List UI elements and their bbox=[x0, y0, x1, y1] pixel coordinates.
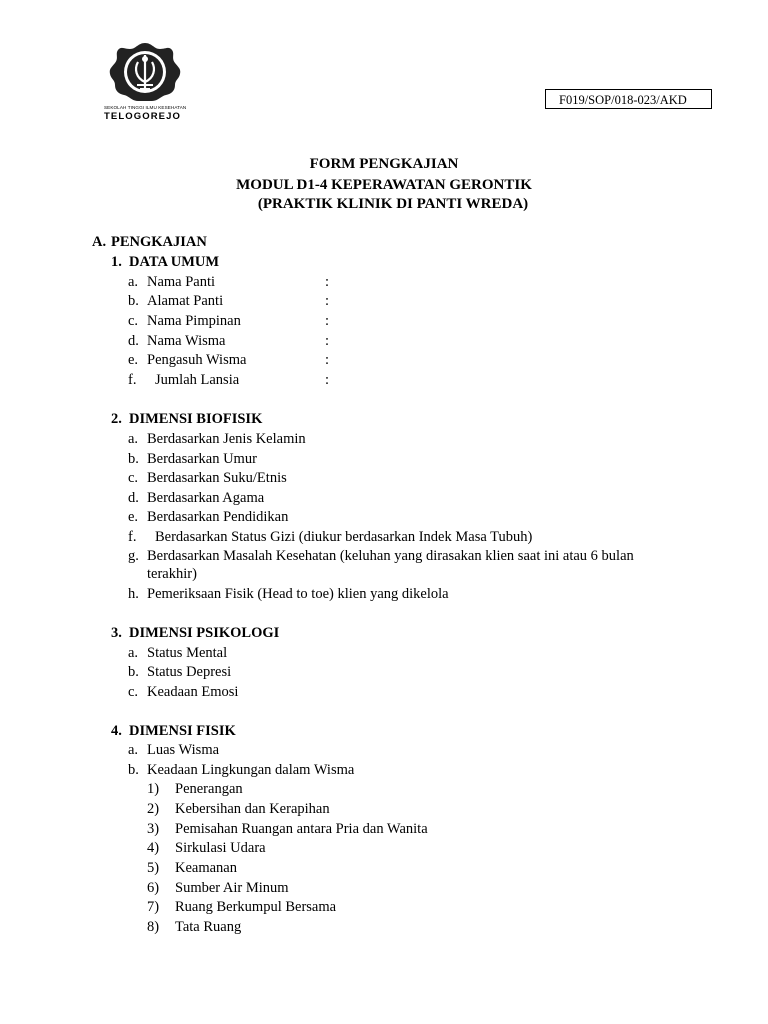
logo-name: TELOGOREJO bbox=[104, 111, 181, 122]
section-a-marker: A. bbox=[92, 234, 107, 250]
group-4-number: 4. bbox=[111, 723, 122, 739]
list-marker: a. bbox=[128, 645, 139, 661]
sublist-marker: 3) bbox=[147, 821, 160, 837]
field-label-nama-panti: Nama Panti bbox=[147, 274, 216, 290]
list-marker: g. bbox=[128, 548, 139, 564]
field-colon: : bbox=[325, 372, 330, 388]
institution-logo bbox=[104, 42, 186, 122]
group-1-title: DATA UMUM bbox=[129, 254, 220, 270]
list-item: Status Mental bbox=[147, 645, 228, 661]
field-label-jumlah-lansia: Jumlah Lansia bbox=[155, 372, 240, 388]
sublist-marker: 4) bbox=[147, 840, 160, 856]
list-marker: e. bbox=[128, 509, 139, 525]
sublist-item: Penerangan bbox=[175, 781, 243, 797]
sublist-item: Sirkulasi Udara bbox=[175, 840, 266, 856]
module-title: MODUL D1-4 KEPERAWATAN GERONTIK bbox=[236, 177, 532, 193]
list-item: Berdasarkan Status Gizi (diukur berdasarkan Indek Masa Tubuh) bbox=[155, 529, 533, 545]
field-colon: : bbox=[325, 352, 330, 368]
form-title: FORM PENGKAJIAN bbox=[309, 156, 459, 172]
list-item: Berdasarkan Umur bbox=[147, 451, 257, 467]
logo-subtitle: SEKOLAH TINGGI ILMU KESEHATAN bbox=[104, 105, 187, 110]
list-item: Luas Wisma bbox=[147, 742, 220, 758]
list-marker: h. bbox=[128, 586, 139, 602]
field-colon: : bbox=[325, 274, 330, 290]
sublist-marker: 5) bbox=[147, 860, 160, 876]
list-marker: a. bbox=[128, 274, 139, 290]
sublist-item: Sumber Air Minum bbox=[175, 880, 289, 896]
group-2-number: 2. bbox=[111, 411, 122, 427]
group-2-title: DIMENSI BIOFISIK bbox=[129, 411, 263, 427]
list-marker: f. bbox=[128, 372, 137, 388]
list-marker: e. bbox=[128, 352, 139, 368]
list-marker: a. bbox=[128, 431, 139, 447]
sublist-marker: 7) bbox=[147, 899, 160, 915]
list-item: Berdasarkan Suku/Etnis bbox=[147, 470, 287, 486]
list-item: Keadaan Emosi bbox=[147, 684, 239, 700]
field-colon: : bbox=[325, 313, 330, 329]
list-marker: b. bbox=[128, 451, 139, 467]
emblem-icon bbox=[108, 42, 182, 102]
list-item: Berdasarkan Pendidikan bbox=[147, 509, 289, 525]
field-label-pengasuh-wisma: Pengasuh Wisma bbox=[147, 352, 247, 368]
list-marker: d. bbox=[128, 490, 139, 506]
group-1-number: 1. bbox=[111, 254, 122, 270]
field-colon: : bbox=[325, 333, 330, 349]
list-marker: c. bbox=[128, 470, 139, 486]
list-marker: f. bbox=[128, 529, 137, 545]
group-4-title: DIMENSI FISIK bbox=[129, 723, 236, 739]
sublist-marker: 1) bbox=[147, 781, 160, 797]
sublist-item: Ruang Berkumpul Bersama bbox=[175, 899, 337, 915]
sublist-item: Tata Ruang bbox=[175, 919, 242, 935]
section-a-label: PENGKAJIAN bbox=[111, 234, 207, 250]
sublist-marker: 2) bbox=[147, 801, 160, 817]
sublist-item: Keamanan bbox=[175, 860, 237, 876]
field-label-nama-wisma: Nama Wisma bbox=[147, 333, 226, 349]
list-item: Berdasarkan Jenis Kelamin bbox=[147, 431, 306, 447]
list-marker: b. bbox=[128, 293, 139, 309]
list-marker: b. bbox=[128, 664, 139, 680]
practice-title: (PRAKTIK KLINIK DI PANTI WREDA) bbox=[257, 196, 529, 212]
group-3-number: 3. bbox=[111, 625, 122, 641]
field-colon: : bbox=[325, 293, 330, 309]
document-code-box: F019/SOP/018-023/AKD bbox=[545, 89, 712, 109]
field-label-nama-pimpinan: Nama Pimpinan bbox=[147, 313, 241, 329]
list-item: Berdasarkan Masalah Kesehatan (keluhan yang dirasakan klien saat ini atau 6 bulan bbox=[147, 548, 634, 564]
list-item: Berdasarkan Agama bbox=[147, 490, 265, 506]
sublist-marker: 8) bbox=[147, 919, 160, 935]
sublist-item: Kebersihan dan Kerapihan bbox=[175, 801, 330, 817]
list-marker: d. bbox=[128, 333, 139, 349]
list-item: Keadaan Lingkungan dalam Wisma bbox=[147, 762, 355, 778]
sublist-item: Pemisahan Ruangan antara Pria dan Wanita bbox=[175, 821, 428, 837]
sublist-marker: 6) bbox=[147, 880, 160, 896]
list-marker: c. bbox=[128, 313, 139, 329]
list-item: Status Depresi bbox=[147, 664, 232, 680]
field-label-alamat-panti: Alamat Panti bbox=[147, 293, 224, 309]
list-item-continuation: terakhir) bbox=[147, 566, 197, 582]
list-item: Pemeriksaan Fisik (Head to toe) klien yang dikelola bbox=[147, 586, 449, 602]
list-marker: c. bbox=[128, 684, 139, 700]
list-marker: a. bbox=[128, 742, 139, 758]
list-marker: b. bbox=[128, 762, 139, 778]
group-3-title: DIMENSI PSIKOLOGI bbox=[129, 625, 280, 641]
